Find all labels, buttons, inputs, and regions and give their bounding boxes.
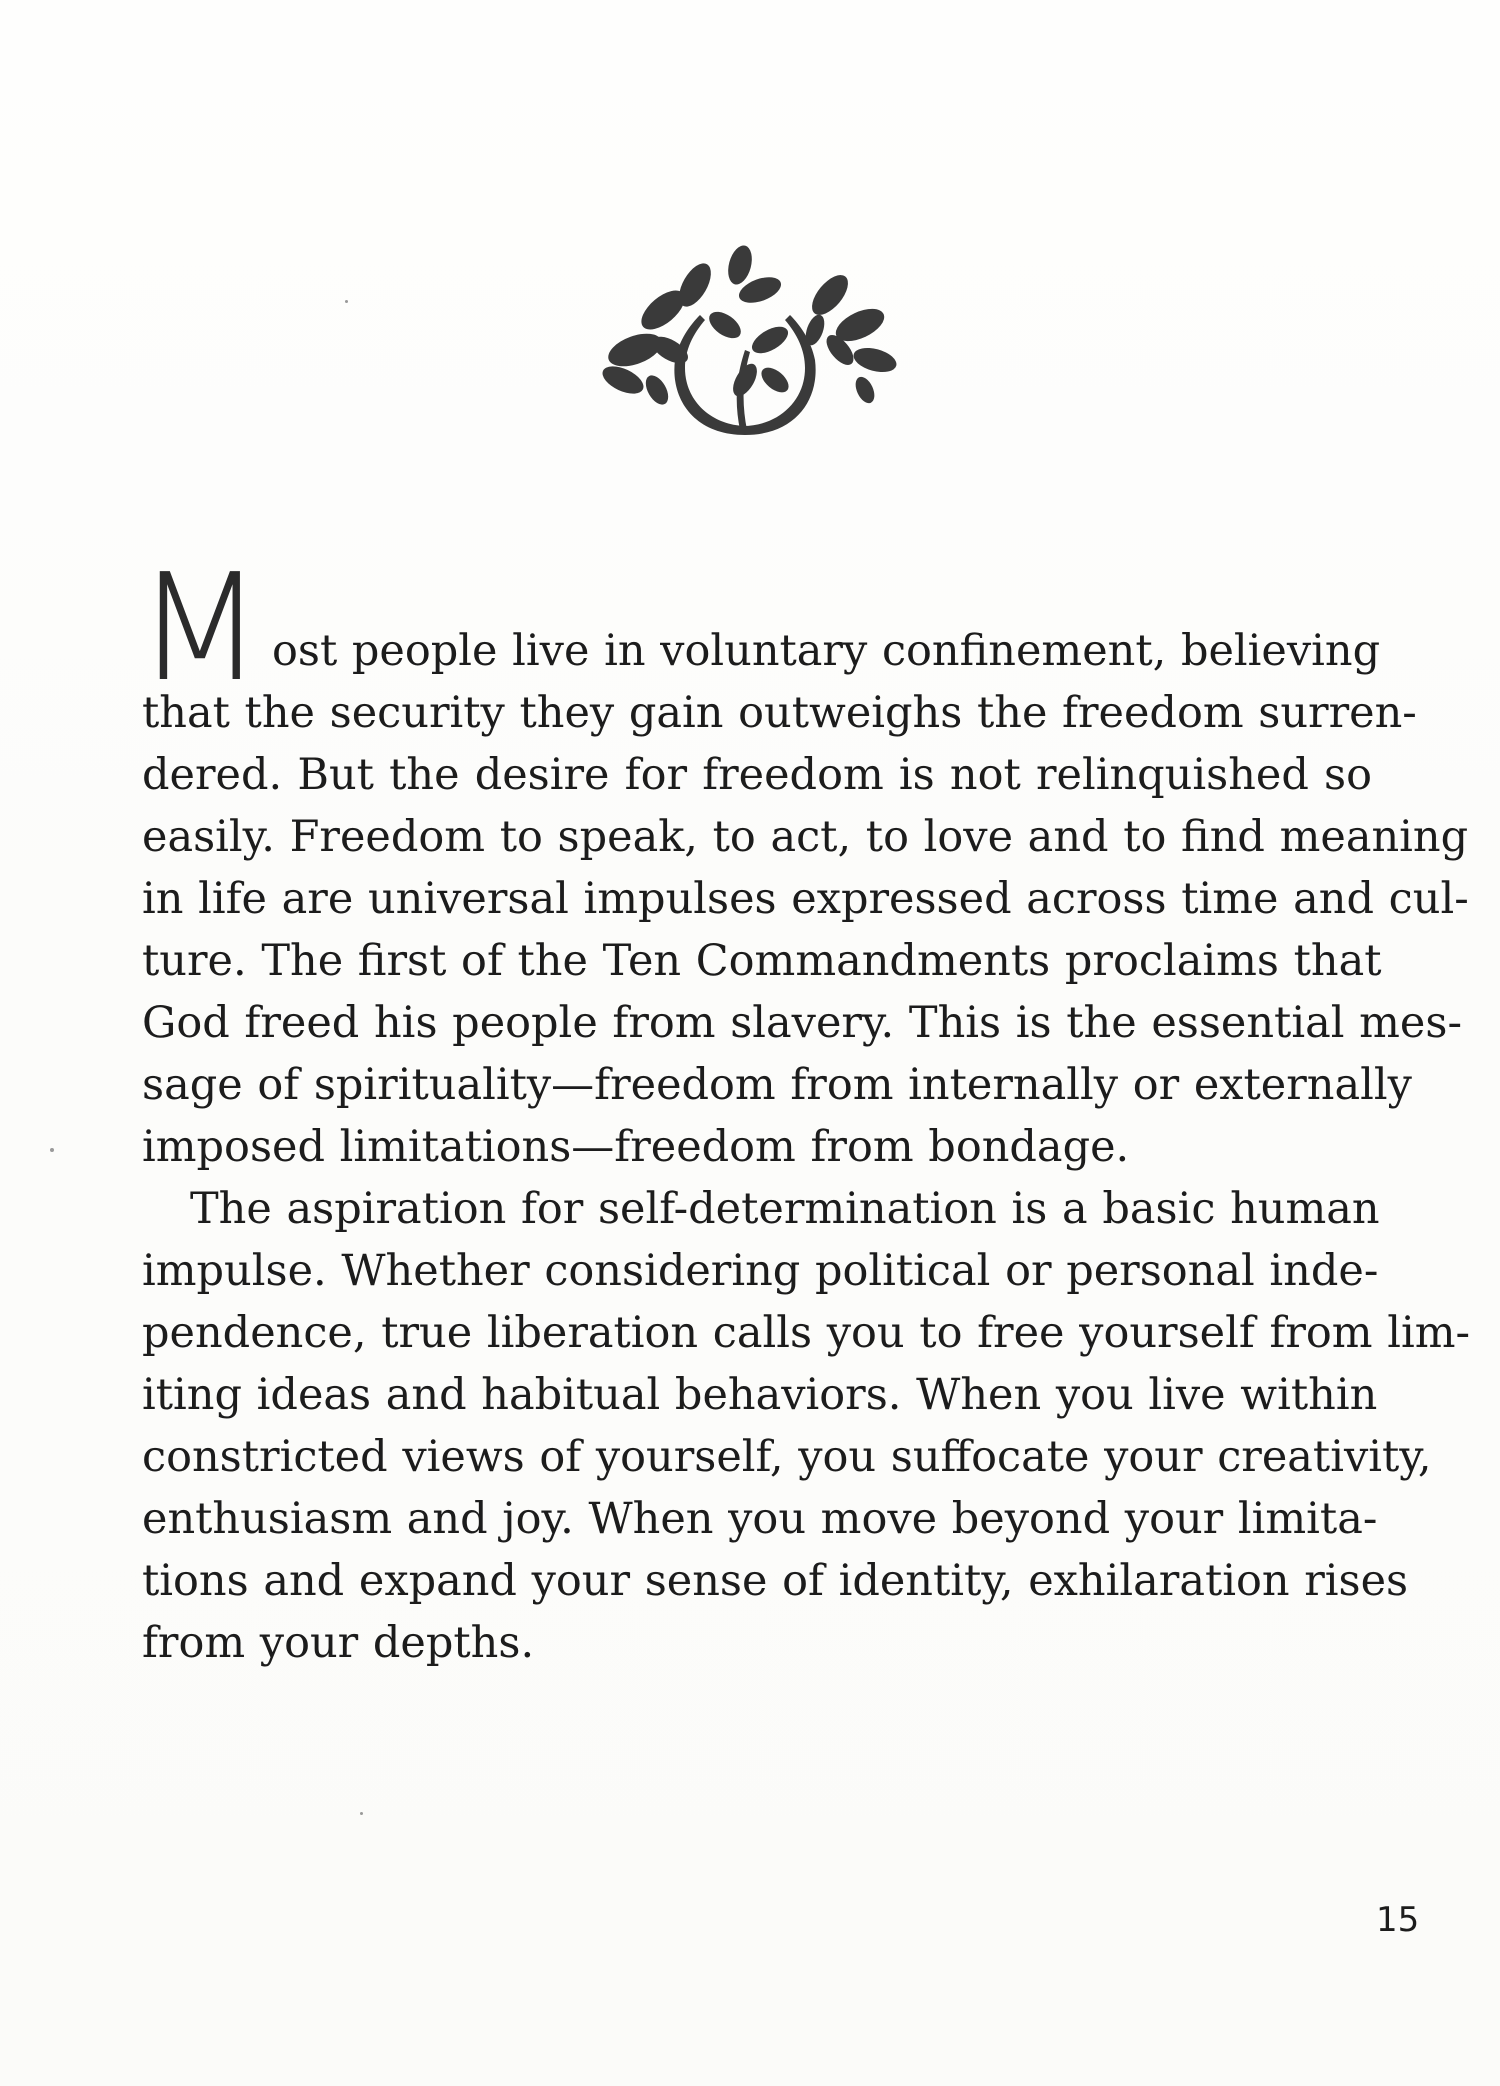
- paragraph-1-line-1: M ost people live in voluntary confinement, believing: [136, 542, 1381, 714]
- paragraph-2-line: impulse. Whether considering political or personal inde-: [142, 1246, 1379, 1296]
- page-number: 15: [1376, 1900, 1420, 1940]
- paper-speck: [360, 1812, 363, 1815]
- leafy-branch-ornament-icon: [575, 230, 915, 450]
- paper-speck: [50, 1148, 54, 1152]
- paragraph-1-line: that the security they gain outweighs the freedom surren-: [142, 688, 1417, 738]
- paragraph-2-line: tions and expand your sense of identity, exhilaration rises: [142, 1556, 1409, 1606]
- paragraph-2-line: iting ideas and habitual behaviors. When you live within: [142, 1370, 1378, 1420]
- paper-speck: [345, 300, 348, 303]
- body-text: [136, 542, 1471, 1674]
- drop-cap: M: [136, 542, 262, 714]
- paragraph-1-line: ture. The first of the Ten Commandments proclaims that: [142, 936, 1382, 986]
- paragraph-2-line: The aspiration for self-determination is a basic human: [190, 1184, 1380, 1234]
- paragraph-2-line: pendence, true liberation calls you to free yourself from lim-: [142, 1308, 1471, 1358]
- paragraph-1-line: God freed his people from slavery. This is the essential mes-: [142, 998, 1462, 1048]
- paragraph-1-line: sage of spirituality—freedom from internally or externally: [142, 1060, 1412, 1110]
- paragraph-1-line: dered. But the desire for freedom is not relinquished so: [142, 750, 1372, 800]
- paragraph-1-line: imposed limitations—freedom from bondage.: [142, 1122, 1130, 1172]
- paragraph-2-line: enthusiasm and joy. When you move beyond your limita-: [142, 1494, 1378, 1544]
- paragraph-1-line: easily. Freedom to speak, to act, to love and to find meaning: [142, 812, 1469, 862]
- paragraph-2-line: constricted views of yourself, you suffocate your creativity,: [142, 1432, 1432, 1482]
- paragraph-2-line: from your depths.: [142, 1618, 535, 1668]
- paragraph-1-line: in life are universal impulses expressed across time and cul-: [142, 874, 1469, 924]
